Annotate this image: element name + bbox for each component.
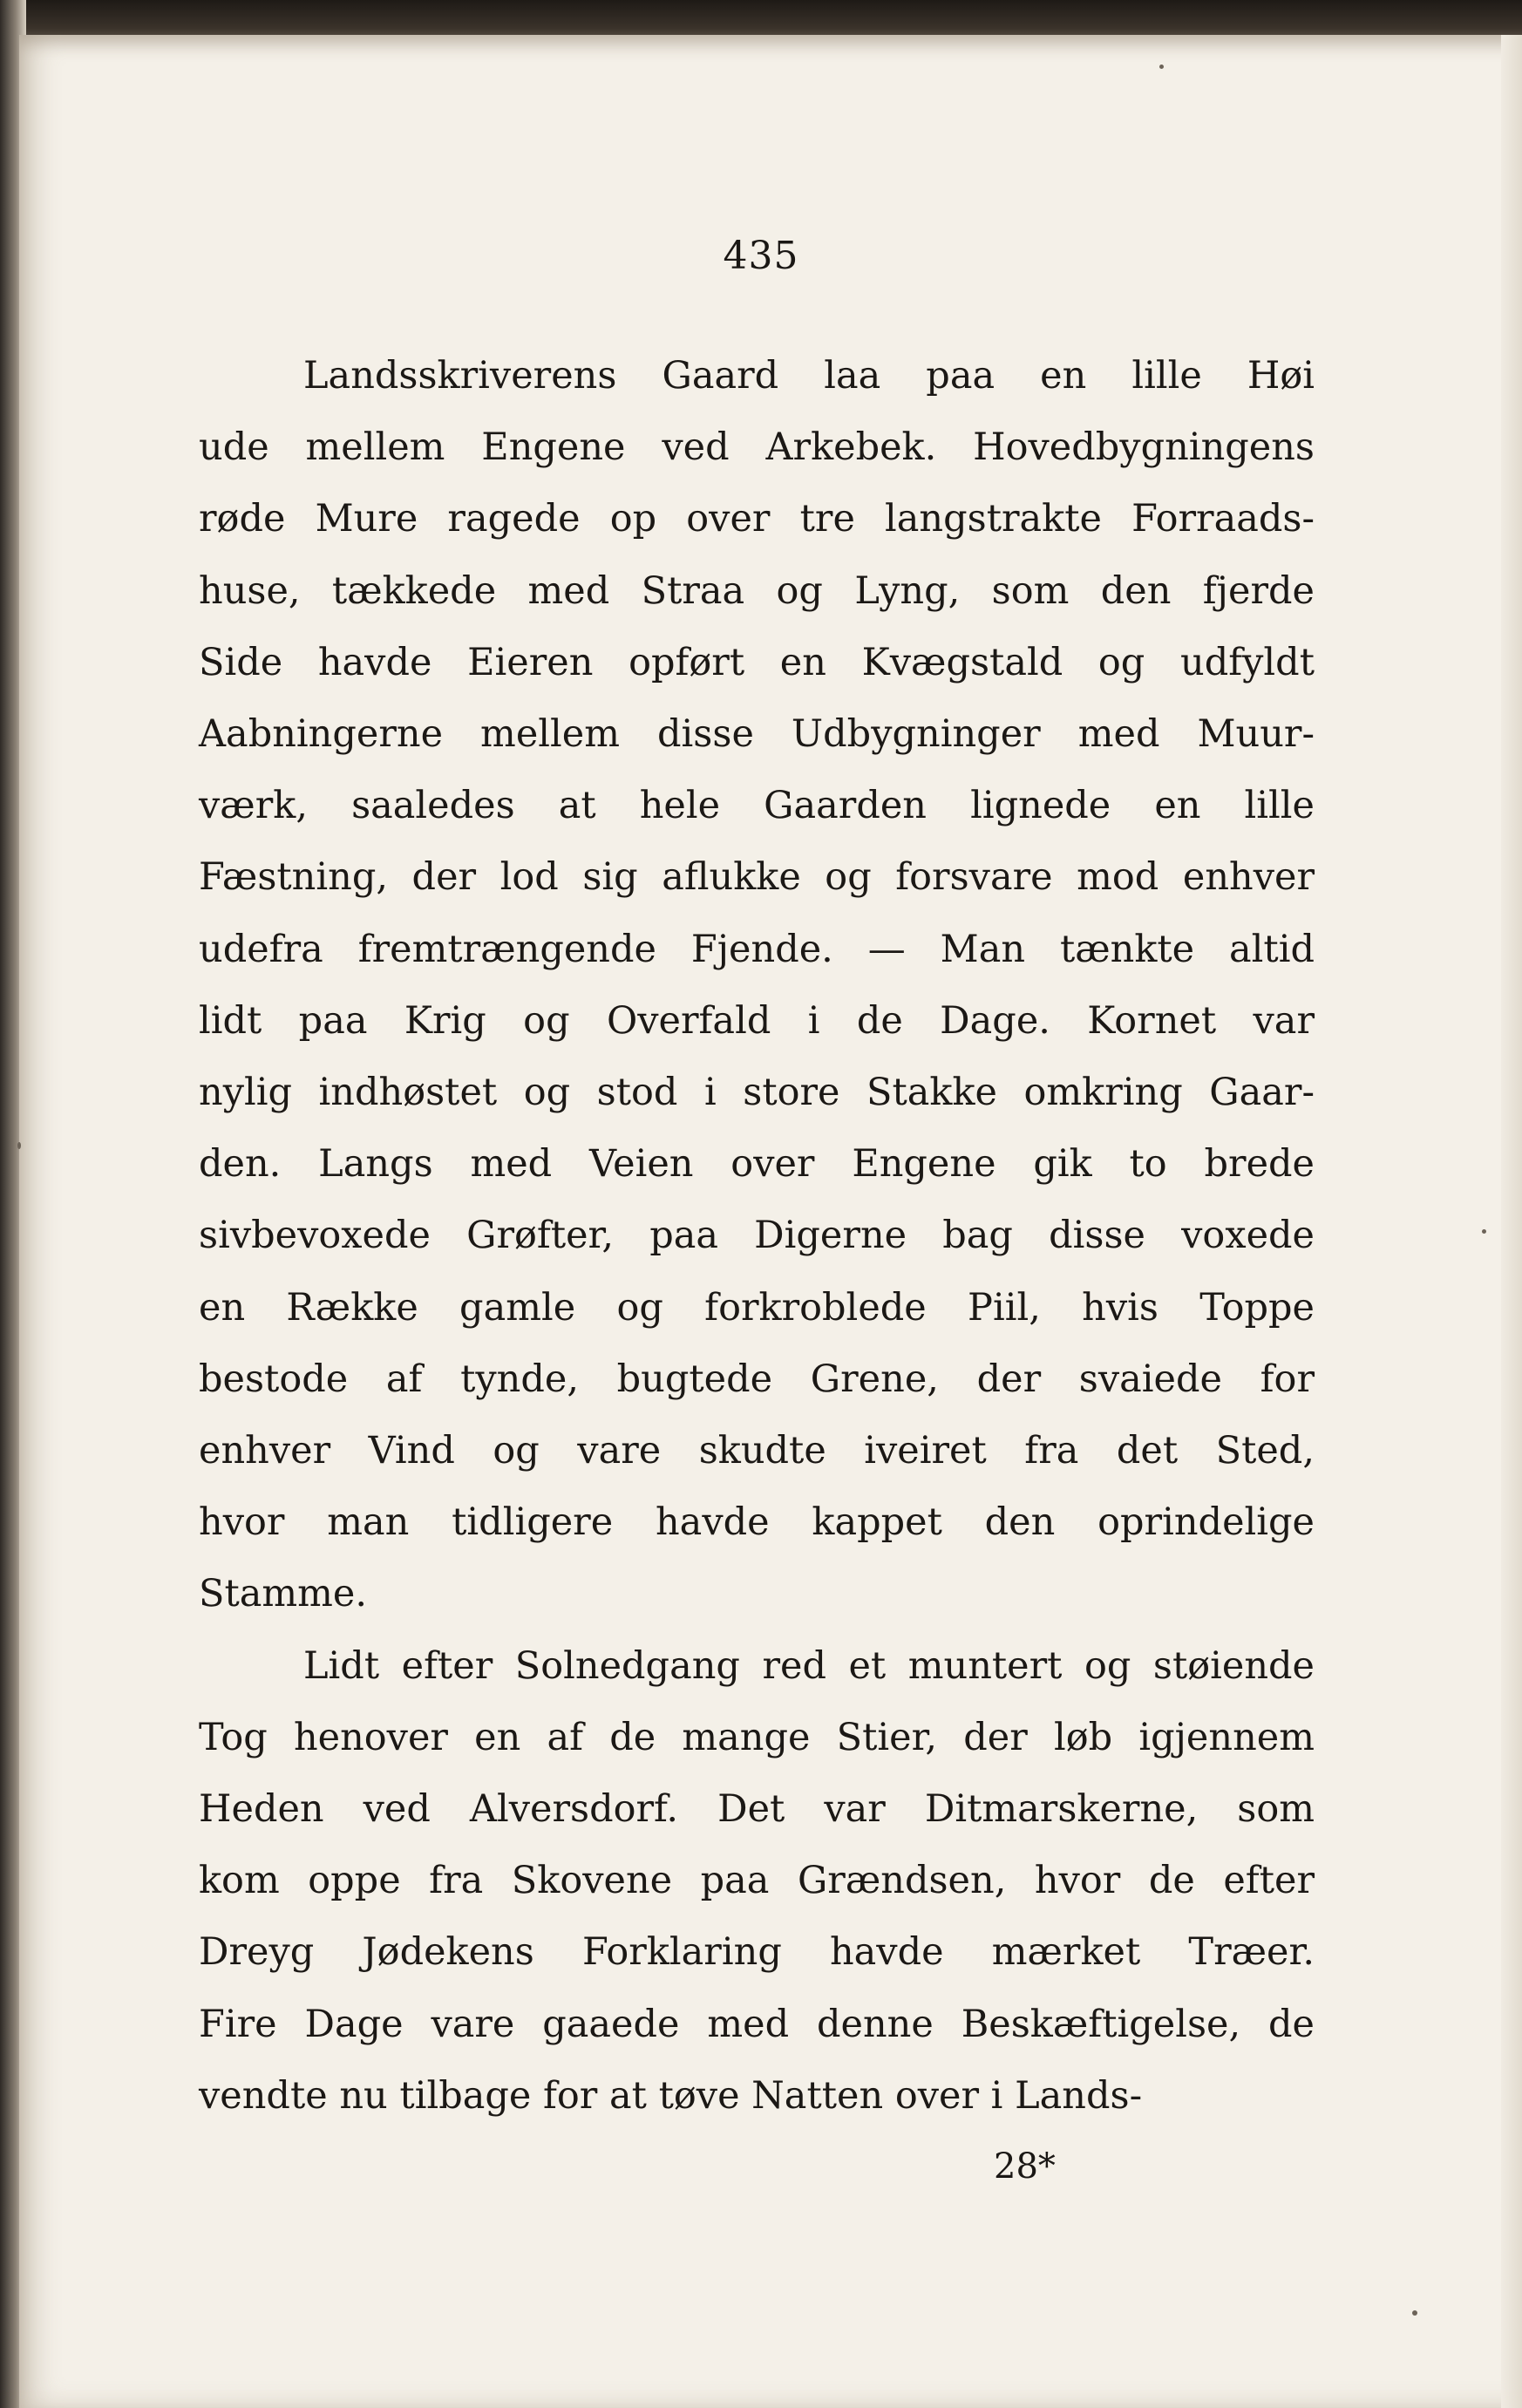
paper-speck [1482,1229,1486,1234]
paper-speck [1412,2310,1417,2316]
text-line: hvor man tidligere havde kappet den oprindelige [199,1500,1315,1545]
paragraph [199,1630,1315,2132]
text-line: Dreyg Jødekens Forklaring havde mærket Træer. [199,1930,1315,1975]
page-edge [1501,35,1522,2408]
paper-speck [1159,65,1164,69]
text-line: Tog henover en af de mange Stier, der løb igjennem [199,1715,1315,1759]
text-line: enhver Vind og vare skudte iveiret fra det Sted, [199,1429,1315,1473]
text-line: Stamme. [199,1572,368,1616]
text-line: røde Mure ragede op over tre langstrakte Forraads- [199,497,1315,541]
printer-signature: 28* [994,2146,1056,2187]
text-line: sivbevoxede Grøfter, paa Digerne bag disse voxede [199,1214,1315,1258]
text-line: nylig indhøstet og stod i store Stakke omkring Gaar- [199,1071,1315,1115]
text-line: kom oppe fra Skovene paa Grændsen, hvor de efter [199,1859,1315,1903]
body-text [199,340,1315,2132]
text-line: vendte nu tilbage for at tøve Natten over i Lands- [199,2073,1143,2118]
text-line: udefra fremtrængende Fjende. — Man tænkte altid [199,927,1315,971]
text-line: værk, saaledes at hele Gaarden lignede en lille [199,784,1315,828]
text-line: Lidt efter Solnedgang red et muntert og støiende [303,1643,1315,1688]
paper-speck [17,1142,21,1149]
page-number: 435 [723,234,799,278]
text-line: den. Langs med Veien over Engene gik to brede [199,1142,1315,1187]
text-line: bestode af tynde, bugtede Grene, der svaiede for [199,1357,1315,1401]
text-line: Heden ved Alversdorf. Det var Ditmarskerne, som [199,1787,1315,1832]
text-line: ude mellem Engene ved Arkebek. Hovedbygningens [199,425,1315,470]
text-line: Landsskriverens Gaard laa paa en lille Høi [303,354,1315,398]
text-line: lidt paa Krig og Overfald i de Dage. Kornet var [199,998,1315,1043]
text-line: Fire Dage vare gaaede med denne Beskæftigelse, de [199,2002,1315,2046]
text-line: Aabningerne mellem disse Udbygninger med Muur- [199,712,1315,757]
text-line: huse, tækkede med Straa og Lyng, som den fjerde [199,568,1315,613]
text-line: en Række gamle og forkroblede Piil, hvis Toppe [199,1285,1315,1330]
paragraph [199,340,1315,1630]
text-line: Fæstning, der lod sig aflukke og forsvare mod enhver [199,855,1315,900]
text-line: Side havde Eieren opført en Kvægstald og udfyldt [199,640,1315,684]
